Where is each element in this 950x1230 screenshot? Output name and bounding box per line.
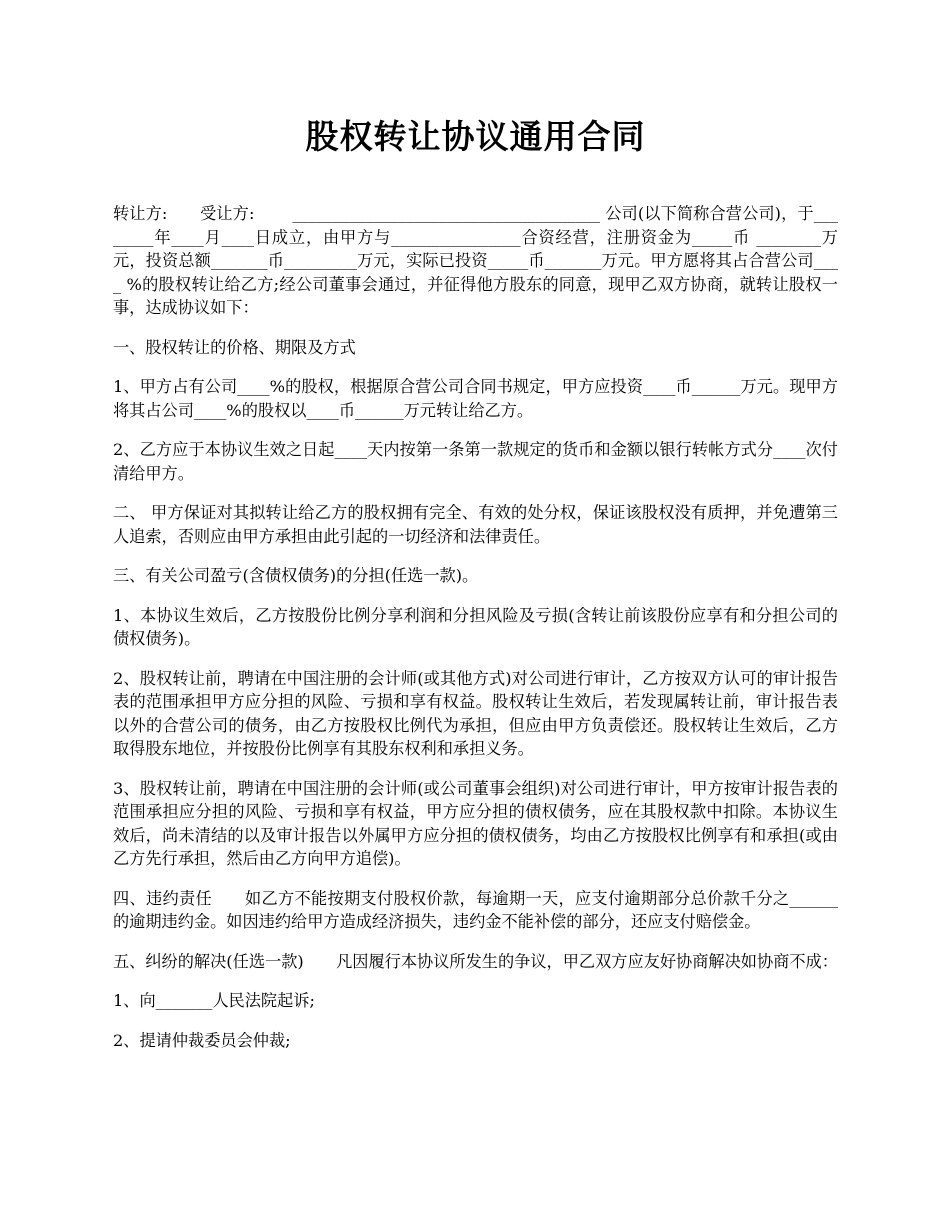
section-5-option-2: 2、提请仲裁委员会仲裁;: [113, 1030, 291, 1050]
section-1-clause-2: 2、乙方应于本协议生效之日起____天内按第一条第一款规定的货币和金额以银行转帐方式分____次付清给甲方。: [113, 440, 838, 483]
section-2-paragraph: 二、 甲方保证对其拟转让给乙方的股权拥有完全、有效的处分权，保证该股权没有质押，并免遭第三人追索，否则应由甲方承担由此引起的一切经济和法律责任。: [113, 503, 838, 546]
section-1-clause-1: 1、甲方占有公司____%的股权，根据原合营公司合同书规定，甲方应投资____币______万元。现甲方将其占公司____%的股权以____币______万元转让给乙方。: [113, 377, 838, 420]
document-title: 股权转让协议通用合同: [305, 117, 646, 156]
section-3-heading: 三、有关公司盈亏(含债权债务)的分担(任选一款)。: [113, 566, 479, 585]
section-4-paragraph: 四、违约责任 如乙方不能按期支付股权价款，每逾期一天，应支付逾期部分总价款千分之______的逾期违约金。如因违约给甲方造成经济损失，违约金不能补偿的部分，还应支付赔偿金。: [113, 888, 838, 931]
section-3-clause-2: 2、股权转让前，聘请在中国注册的会计师(或其他方式)对公司进行审计，乙方按双方认可的审计报告表的范围承担甲方应分担的风险、亏损和享有权益。股权转让生效后，若发现属转让前，审计报告表以外的合营公司的债务，由乙方按股权比例代为承担，但应由甲方负责偿还。股权转让生效后，乙方取得股东地位，并按股份比例享有其股东权利和承担义务。: [113, 668, 838, 758]
section-1-heading: 一、股权转让的价格、期限及方式: [113, 337, 356, 357]
preamble-paragraph: 转让方: 受让方: ______________________________________ 公司(以下简称合营公司)，于________年____月____日成立，由甲方与________________合资经营，注册资金为_____币 ________万元，投资总额_______币_________万元，实际已投资_____币_______万元。甲方愿将其占合营公司____ %的股权转让给乙方;经公司董事会通过，并征得他方股东的同意，现甲乙双方协商，就转让股权一事，达成协议如下：: [113, 204, 838, 317]
section-3-clause-1: 1、本协议生效后，乙方按股份比例分享利润和分担风险及亏损(含转让前该股份应享有和分担公司的债权债务)。: [113, 605, 838, 648]
section-5-option-1: 1、向_______人民法院起诉;: [113, 991, 315, 1010]
section-5-paragraph: 五、纠纷的解决(任选一款) 凡因履行本协议所发生的争议，甲乙双方应友好协商解决如协商不成：: [113, 951, 838, 971]
section-3-clause-3: 3、股权转让前，聘请在中国注册的会计师(或公司董事会组织)对公司进行审计，甲方按审计报告表的范围承担应分担的风险、亏损和享有权益，甲方应分担的债权债务，应在其股权款中扣除。本协议生效后，尚未清结的以及审计报告以外属甲方应分担的债权债务，均由乙方按股权比例享有和承担(或由乙方先行承担，然后由乙方向甲方追偿)。: [113, 778, 838, 868]
